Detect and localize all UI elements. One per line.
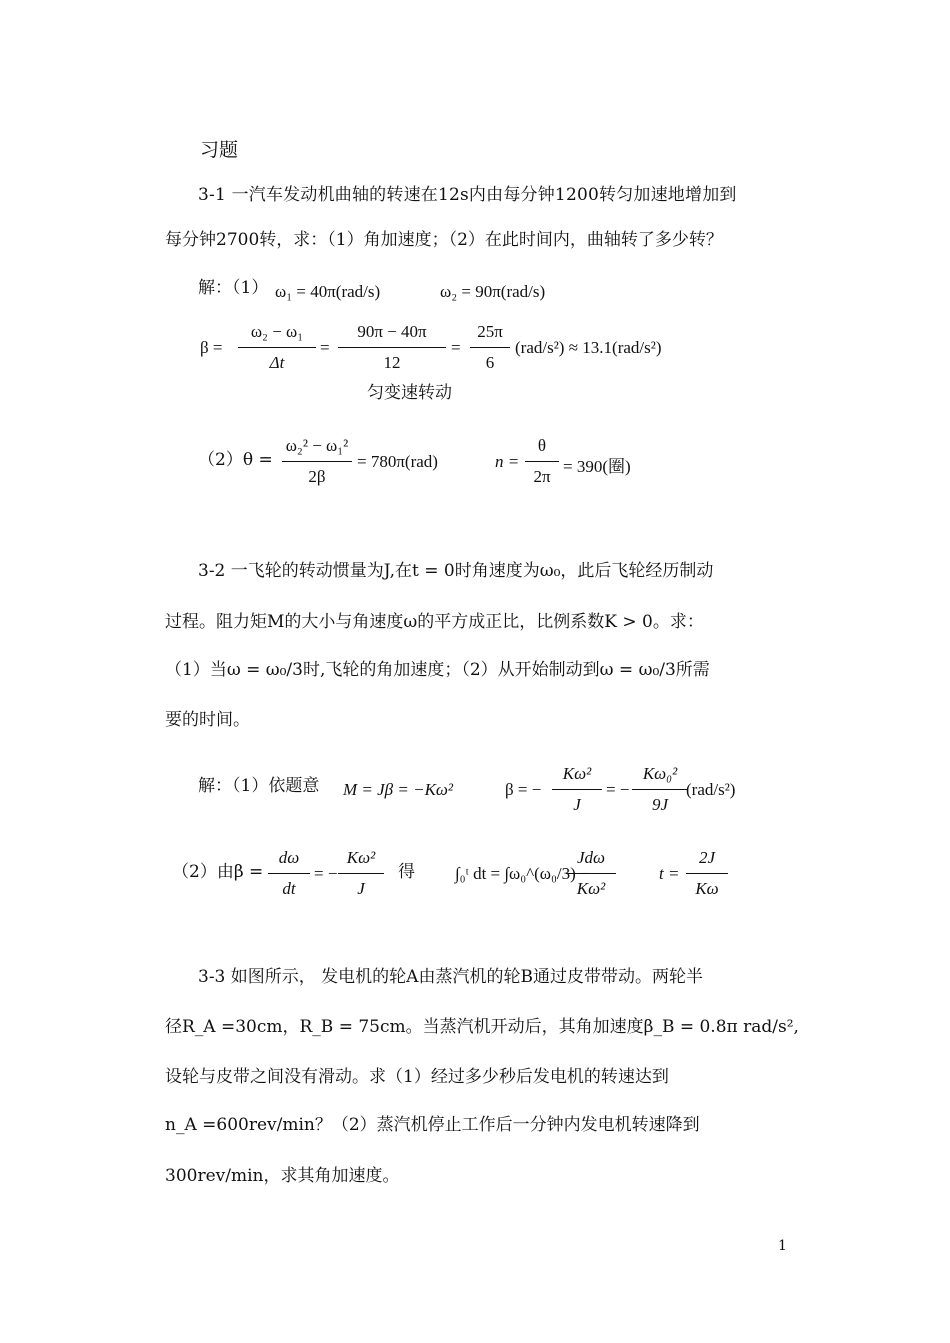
torque-equation: M = Jβ = −Kω²: [343, 780, 454, 799]
integral-expression: ∫₀ᵗ dt = ∫ω₀^(ω₀/3) −: [455, 864, 590, 883]
t-fraction: 2J Kω: [686, 848, 728, 899]
de-word: 得: [398, 862, 415, 882]
problem-3-2-line-2: 过程。阻力矩M的大小与角速度ω的平方成正比，比例系数K > 0。求：: [165, 612, 704, 632]
k-omega-j-fraction: Kω² J: [338, 848, 384, 899]
problem-3-3-line-1: 3-3 如图所示， 发电机的轮A由蒸汽机的轮B通过皮带带动。两轮半: [198, 967, 703, 987]
beta-equation-prefix: β = −: [505, 780, 542, 799]
beta-second-prefix: = −: [606, 780, 630, 799]
part-2-theta-label: （2）θ =: [198, 450, 273, 470]
beta-result: (rad/s²) ≈ 13.1(rad/s²): [515, 338, 662, 357]
omega2-equation: ω₂ = 90π(rad/s): [440, 282, 546, 301]
theta-result: = 780π(rad): [357, 452, 438, 471]
problem-3-3-line-2: 径R_A =30cm，R_B = 75cm。当蒸汽机开动后，其角加速度β_B = 0.8π rad/s²,: [165, 1017, 799, 1037]
page-heading: 习题: [200, 139, 239, 161]
d-prefix: = −: [314, 864, 338, 883]
n-fraction: θ 2π: [525, 436, 559, 487]
integrand-fraction: Jdω Kω²: [566, 848, 616, 899]
n-result: = 390(圈): [563, 457, 631, 476]
problem-3-3-line-5: 300rev/min，求其角加速度。: [165, 1166, 400, 1186]
uniform-rotation-note: 匀变速转动: [367, 383, 452, 403]
problem-3-2-line-1: 3-2 一飞轮的转动惯量为J,在t = 0时角速度为ω₀，此后飞轮经历制动: [198, 561, 714, 581]
problem-3-1-line-1: 3-1 一汽车发动机曲轴的转速在12s内由每分钟1200转匀加速地增加到: [198, 185, 737, 205]
equals-sign: =: [451, 338, 461, 357]
beta-fraction-3: 25π 6: [470, 322, 510, 373]
solution-3-2-label: 解：（1）依题意: [198, 776, 320, 796]
beta-symbol: β =: [200, 338, 223, 357]
beta-fraction-1: ω₂ − ω₁ Δt: [238, 322, 316, 373]
solution-3-1-label: 解：（1）: [198, 278, 269, 298]
problem-3-3-line-4: n_A =600rev/min？（2）蒸汽机停止工作后一分钟内发电机转速降到: [165, 1115, 700, 1135]
page-number: 1: [778, 1238, 787, 1254]
t-label: t =: [659, 864, 680, 883]
equals-sign: =: [320, 338, 330, 357]
theta-fraction: ω₂² − ω₁² 2β: [282, 436, 352, 487]
omega1-equation: ω₁ = 40π(rad/s): [275, 282, 381, 301]
beta-k9j-fraction: Kω₀² 9J: [632, 764, 688, 815]
n-label: n =: [495, 452, 520, 471]
beta-fraction-2: 90π − 40π 12: [338, 322, 446, 373]
problem-3-1-line-2: 每分钟2700转，求：（1）角加速度；（2）在此时间内，曲轴转了多少转？: [165, 230, 723, 250]
problem-3-3-line-3: 设轮与皮带之间没有滑动。求（1）经过多少秒后发电机的转速达到: [165, 1067, 669, 1087]
problem-3-2-line-3: （1）当ω = ω₀/3时,飞轮的角加速度；（2）从开始制动到ω = ω₀/3所需: [165, 660, 710, 680]
beta-k-fraction: Kω² J: [552, 764, 602, 815]
domega-dt-fraction: dω dt: [268, 848, 310, 899]
part-2-label: （2）由β =: [172, 862, 264, 882]
problem-3-2-line-4: 要的时间。: [165, 710, 250, 730]
beta-unit: (rad/s²): [686, 780, 736, 799]
